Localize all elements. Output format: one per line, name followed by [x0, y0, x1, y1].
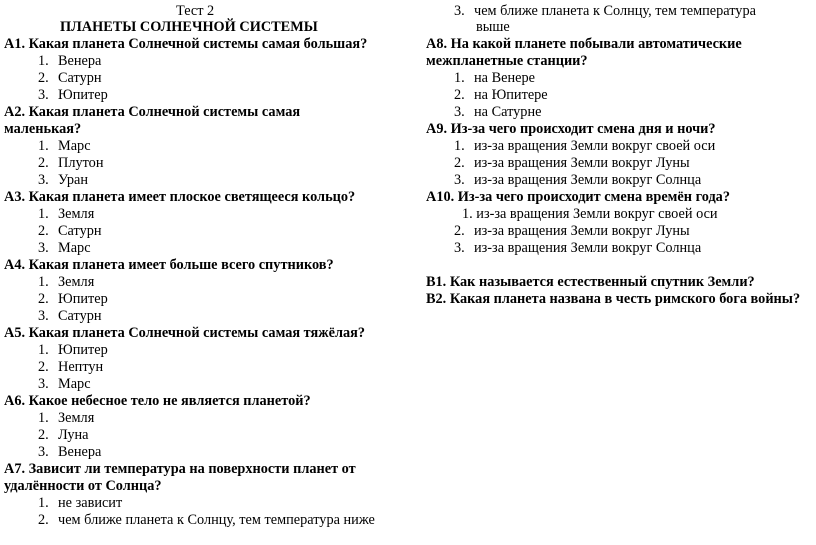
option: 3. Марс [38, 376, 91, 392]
option: 2. Луна [38, 427, 89, 443]
test-heading: ПЛАНЕТЫ СОЛНЕЧНОЙ СИСТЕМЫ [60, 19, 318, 35]
test-title: Тест 2 [176, 3, 215, 19]
question-b1: В1. Как называется естественный спутник Земли? [426, 274, 755, 290]
option: 3. Марс [38, 240, 91, 256]
option: 1. не зависит [38, 495, 123, 511]
question-a10: А10. Из-за чего происходит смена времён года? [426, 189, 730, 205]
option: 1. на Венере [454, 70, 535, 86]
option: 2. Юпитер [38, 291, 108, 307]
question-a7: А7. Зависит ли температура на поверхности планет от [4, 461, 356, 477]
question-a1: А1. Какая планета Солнечной системы самая большая? [4, 36, 368, 52]
question-a8: А8. На какой планете побывали автоматические [426, 36, 742, 52]
option: 3. Юпитер [38, 87, 108, 103]
option: 3. на Сатурне [454, 104, 542, 120]
option: 3. Сатурн [38, 308, 102, 324]
question-a9: А9. Из-за чего происходит смена дня и ночи? [426, 121, 716, 137]
option: 1. Марс [38, 138, 91, 154]
option: 3. Уран [38, 172, 89, 188]
question-a5: А5. Какая планета Солнечной системы самая тяжёлая? [4, 325, 366, 341]
option: 1. Земля [38, 410, 95, 426]
question-a8-cont: межпланетные станции? [426, 53, 588, 69]
option: 2. Плутон [38, 155, 104, 171]
question-a2-cont: маленькая? [4, 121, 82, 137]
option: 1. из-за вращения Земли вокруг своей оси [462, 206, 718, 222]
option: 1. Земля [38, 206, 95, 222]
option: 2. из-за вращения Земли вокруг Луны [454, 223, 690, 239]
option: 3. Венера [38, 444, 102, 460]
option: 2. Сатурн [38, 70, 102, 86]
question-a4: А4. Какая планета имеет больше всего спутников? [4, 257, 334, 273]
option: 3. из-за вращения Земли вокруг Солнца [454, 240, 702, 256]
option: 1. Юпитер [38, 342, 108, 358]
option: 2. Нептун [38, 359, 104, 375]
question-a6: А6. Какое небесное тело не является планетой? [4, 393, 311, 409]
option: 1. Венера [38, 53, 102, 69]
option-cont: выше [476, 19, 510, 35]
option: 3. чем ближе планета к Солнцу, тем температура [454, 3, 756, 19]
option: 1. Земля [38, 274, 95, 290]
question-a3: А3. Какая планета имеет плоское светящееся кольцо? [4, 189, 356, 205]
option: 2. Сатурн [38, 223, 102, 239]
question-a2: А2. Какая планета Солнечной системы самая [4, 104, 301, 120]
question-a7-cont: удалённости от Солнца? [4, 478, 162, 494]
option: 2. чем ближе планета к Солнцу, тем температура ниже [38, 512, 375, 528]
question-b2: В2. Какая планета названа в честь римского бога войны? [426, 291, 801, 307]
option: 2. из-за вращения Земли вокруг Луны [454, 155, 690, 171]
option: 3. из-за вращения Земли вокруг Солнца [454, 172, 702, 188]
option: 2. на Юпитере [454, 87, 548, 103]
option: 1. из-за вращения Земли вокруг своей оси [454, 138, 716, 154]
